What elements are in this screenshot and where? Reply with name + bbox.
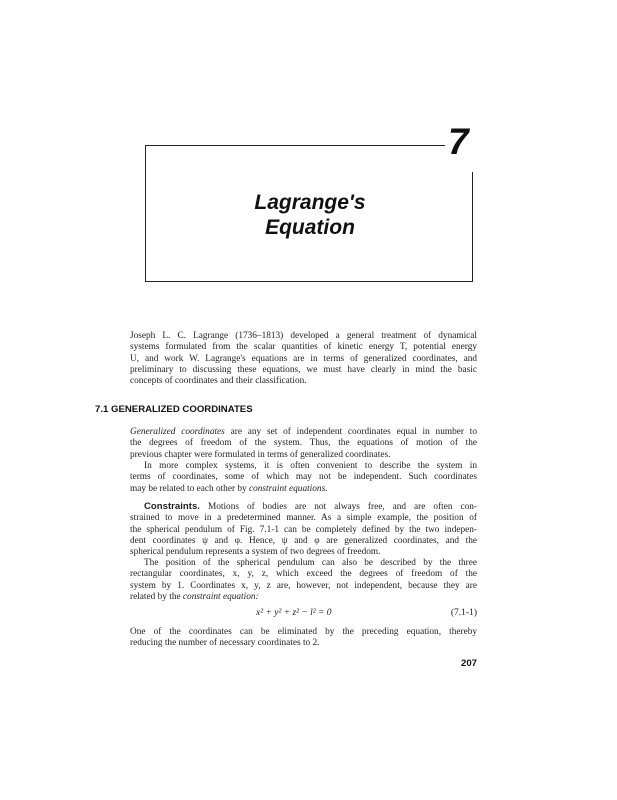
paragraph-line-text: The position of the spherical pendulum can also be described by the three: [144, 558, 477, 568]
paragraph-line: dent coordinates ψ and φ. Hence, ψ and φ are generalized coordinates, and the: [130, 535, 477, 546]
page-number: 207: [460, 658, 477, 669]
chapter-title-line-1: Lagrange's: [254, 191, 366, 214]
paragraph-line: system by 1. Coordinates x, y, z are, however, not independent, because they are: [130, 580, 477, 591]
paragraph-line: [130, 461, 477, 472]
paragraph-line-text: may be related to each other by: [130, 483, 249, 494]
paragraph-line: spherical pendulum represents a system of two degrees of freedom.: [130, 547, 381, 558]
paragraph-line: [130, 501, 477, 513]
intro-line: concepts of coordinates and their classification.: [130, 376, 307, 387]
equation-number: (7.1-1): [450, 608, 477, 618]
paragraph-line: the degrees of freedom of the system. Thus, the equations of motion of the: [130, 438, 477, 449]
paragraph-line: the spherical pendulum of Fig. 7.1-1 can be completely defined by the two indepen-: [130, 524, 477, 535]
term-constraint-equations: constraint equations.: [249, 483, 328, 494]
intro-paragraph: [130, 331, 477, 387]
paragraph-line: reducing the number of necessary coordinates to 2.: [130, 638, 320, 649]
paragraph-line: One of the coordinates can be eliminated by the preceding equation, thereby: [130, 627, 477, 637]
term-constraint-equation: constraint equation:: [182, 591, 259, 602]
generalized-coordinates-paragraph: [130, 427, 477, 461]
paragraph-line: [130, 558, 477, 569]
chapter-frame-right-rule: [472, 172, 473, 282]
paragraph-line: [130, 427, 477, 438]
chapter-title: [200, 190, 420, 240]
intro-line: Joseph L. C. Lagrange (1736–1813) developed a general treatment of dynamical: [130, 331, 477, 341]
constraints-run-in-heading: Constraints.: [144, 501, 200, 512]
paragraph-line-text: Motions of bodies are not always free, and are often con-: [199, 502, 477, 512]
paragraph-line: [130, 484, 477, 495]
paragraph-line: terms of coordinates, some of which may not be independent. Such coordinates: [130, 472, 477, 483]
elimination-paragraph: [130, 627, 477, 650]
chapter-frame-top-rule: [145, 145, 445, 146]
chapter-title-line-2: Equation: [265, 216, 355, 239]
chapter-frame-bottom-rule: [145, 281, 473, 282]
rectangular-coordinates-paragraph: [130, 558, 477, 603]
paragraph-line-text: In more complex systems, it is often convenient to describe the system in: [144, 461, 477, 471]
constraints-paragraph: [130, 501, 477, 558]
intro-line: preliminary to discussing these equations, we must have clearly in mind the basic: [130, 364, 477, 375]
paragraph-line: strained to move in a predetermined manner. As a simple example, the position of: [130, 513, 477, 524]
term-generalized-coordinates: Generalized coordinates: [130, 427, 225, 437]
paragraph-line: rectangular coordinates, x, y, z, which exceed the degrees of freedom of the: [130, 569, 477, 580]
intro-line: U, and work W. Lagrange's equations are in terms of generalized coordinates, and: [130, 353, 477, 364]
equation-formula: x² + y² + z² − l² = 0: [256, 608, 332, 618]
paragraph-line: previous chapter were formulated in terms of generalized coordinates.: [130, 449, 391, 460]
complex-systems-paragraph: [130, 461, 477, 495]
intro-line: systems formulated from the scalar quantities of kinetic energy T, potential energy: [130, 342, 477, 353]
paragraph-line: [130, 592, 477, 603]
paragraph-line-text: related by the: [130, 591, 183, 602]
constraint-equation: [130, 608, 477, 622]
chapter-frame-left-rule: [145, 145, 146, 282]
paragraph-line-text: are any set of independent coordinates equal in number to: [224, 427, 477, 437]
chapter-number: 7: [448, 121, 469, 162]
section-heading: 7.1 GENERALIZED COORDINATES: [95, 404, 253, 415]
